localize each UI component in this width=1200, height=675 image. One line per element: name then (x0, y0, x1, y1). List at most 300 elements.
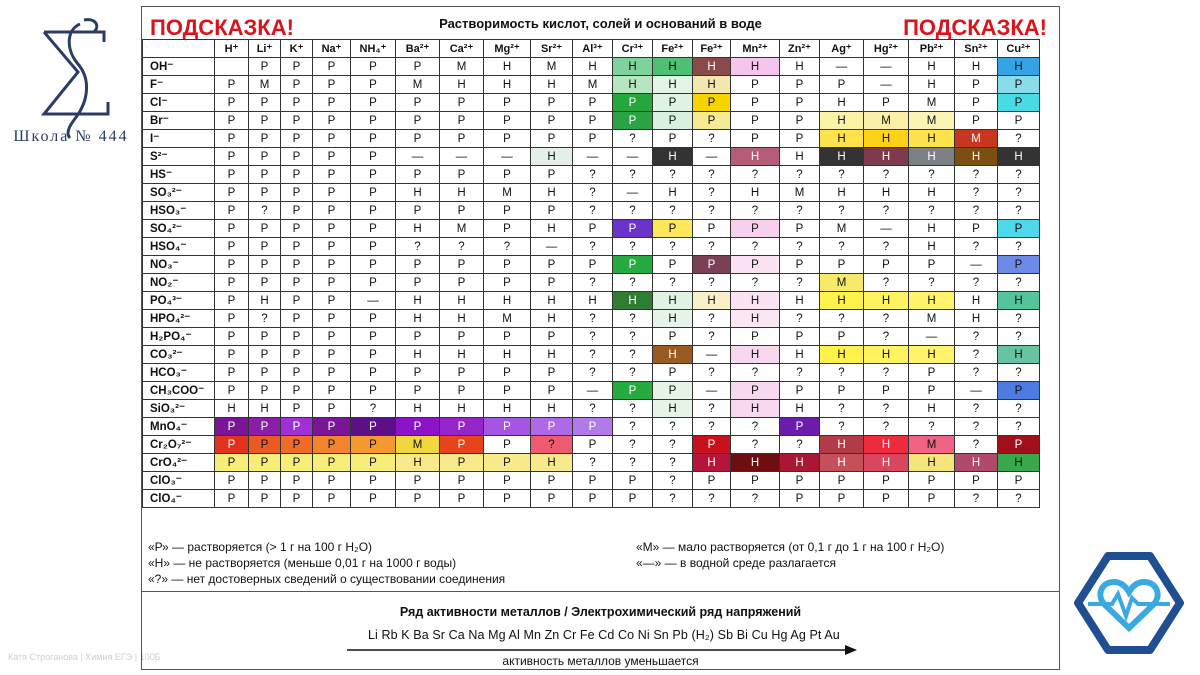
solubility-cell: Р (313, 202, 351, 220)
solubility-cell: ? (955, 490, 998, 508)
solubility-cell: Р (573, 94, 613, 112)
solubility-cell: Н (653, 400, 693, 418)
solubility-cell: Н (693, 292, 731, 310)
solubility-cell: Н (693, 76, 731, 94)
solubility-cell: Р (998, 220, 1040, 238)
solubility-cell: Р (396, 166, 440, 184)
solubility-cell: Р (531, 202, 573, 220)
solubility-cell: М (396, 76, 440, 94)
solubility-cell: Р (215, 292, 249, 310)
activity-series-title: Ряд активности металлов / Электрохимический ряд напряжений (399, 605, 802, 619)
activity-series-caption: активность металлов уменьшается (502, 654, 699, 668)
solubility-cell: ? (864, 238, 909, 256)
solubility-cell: Н (653, 148, 693, 166)
solubility-cell: Н (780, 292, 820, 310)
solubility-cell: М (820, 220, 864, 238)
solubility-cell: ? (531, 436, 573, 454)
solubility-cell: ? (864, 364, 909, 382)
solubility-cell: Р (573, 490, 613, 508)
solubility-cell: Н (909, 148, 955, 166)
solubility-cell: Н (440, 184, 484, 202)
solubility-cell: Р (573, 472, 613, 490)
solubility-cell: Р (249, 58, 281, 76)
solubility-cell: Н (693, 58, 731, 76)
solubility-cell: Р (313, 238, 351, 256)
solubility-cell: ? (731, 418, 780, 436)
solubility-cell: Р (484, 328, 531, 346)
solubility-cell: — (351, 292, 396, 310)
solubility-cell: Р (396, 130, 440, 148)
solubility-cell: ? (653, 274, 693, 292)
solubility-cell: Р (484, 382, 531, 400)
solubility-cell: Р (351, 76, 396, 94)
solubility-cell: ? (955, 166, 998, 184)
solubility-cell: ? (731, 364, 780, 382)
solubility-cell: Р (484, 256, 531, 274)
solubility-cell: Р (909, 490, 955, 508)
solubility-cell: Р (864, 94, 909, 112)
solubility-cell: Р (313, 220, 351, 238)
solubility-cell: Н (820, 148, 864, 166)
solubility-cell: Р (573, 130, 613, 148)
solubility-cell: ? (864, 166, 909, 184)
solubility-cell: ? (613, 166, 653, 184)
solubility-cell: Р (215, 454, 249, 472)
solubility-cell: — (693, 382, 731, 400)
solubility-cell: Р (313, 472, 351, 490)
solubility-cell: М (780, 184, 820, 202)
solubility-cell: Р (281, 76, 313, 94)
solubility-cell: Р (531, 418, 573, 436)
solubility-cell: ? (820, 364, 864, 382)
solubility-cell: Н (909, 58, 955, 76)
solubility-cell: ? (820, 400, 864, 418)
anion-label: I⁻ (143, 130, 215, 148)
solubility-cell: Н (998, 58, 1040, 76)
solubility-cell: — (440, 148, 484, 166)
solubility-cell: Н (653, 184, 693, 202)
solubility-cell: ? (613, 454, 653, 472)
solubility-cell: Н (396, 346, 440, 364)
solubility-cell: Р (249, 184, 281, 202)
solubility-cell: Н (820, 292, 864, 310)
solubility-cell: Н (531, 346, 573, 364)
table-row (143, 490, 1040, 508)
solubility-cell: Н (484, 76, 531, 94)
solubility-cell: ? (731, 274, 780, 292)
solubility-cell: Р (440, 202, 484, 220)
solubility-cell: Н (780, 58, 820, 76)
table-row (143, 166, 1040, 184)
solubility-cell: Р (484, 490, 531, 508)
solubility-cell: Р (351, 418, 396, 436)
solubility-cell: Р (484, 220, 531, 238)
solubility-cell: Р (693, 436, 731, 454)
solubility-cell: Р (313, 166, 351, 184)
cation-header: Sr²⁺ (531, 40, 573, 58)
solubility-cell: ? (693, 490, 731, 508)
solubility-cell: Р (731, 220, 780, 238)
table-row (143, 184, 1040, 202)
solubility-cell: Н (531, 76, 573, 94)
solubility-cell: — (396, 148, 440, 166)
solubility-cell: Р (249, 436, 281, 454)
solubility-cell: Р (909, 364, 955, 382)
cation-header: Fe²⁺ (653, 40, 693, 58)
solubility-cell: Р (281, 94, 313, 112)
solubility-cell: — (693, 148, 731, 166)
solubility-cell: Н (215, 400, 249, 418)
solubility-cell: Р (396, 382, 440, 400)
solubility-cell: ? (955, 364, 998, 382)
solubility-cell: Н (864, 184, 909, 202)
cation-header: Hg²⁺ (864, 40, 909, 58)
solubility-cell: Р (573, 436, 613, 454)
solubility-cell: Р (440, 490, 484, 508)
solubility-cell: Н (909, 454, 955, 472)
solubility-cell: ? (693, 166, 731, 184)
solubility-cell: Р (351, 58, 396, 76)
cation-header: K⁺ (281, 40, 313, 58)
solubility-cell: ? (613, 274, 653, 292)
solubility-cell: ? (731, 202, 780, 220)
cation-header: Ag⁺ (820, 40, 864, 58)
solubility-cell: Р (909, 382, 955, 400)
solubility-cell: Н (955, 148, 998, 166)
solubility-cell: Р (653, 256, 693, 274)
solubility-cell: Н (864, 130, 909, 148)
table-row (143, 418, 1040, 436)
solubility-cell: Р (440, 166, 484, 184)
solubility-cell: Н (864, 148, 909, 166)
solubility-cell: ? (613, 238, 653, 256)
solubility-cell: Р (249, 112, 281, 130)
solubility-cell: Р (313, 94, 351, 112)
solubility-cell: Р (531, 490, 573, 508)
solubility-cell: Р (351, 94, 396, 112)
solubility-cell: Р (613, 94, 653, 112)
solubility-cell: Р (351, 328, 396, 346)
solubility-cell: ? (864, 418, 909, 436)
solubility-cell: М (864, 112, 909, 130)
solubility-cell: Р (281, 220, 313, 238)
solubility-cell: ? (780, 364, 820, 382)
anion-label: CrO₄²⁻ (143, 454, 215, 472)
solubility-cell (215, 58, 249, 76)
solubility-cell: Н (484, 58, 531, 76)
solubility-cell: Н (440, 76, 484, 94)
solubility-cell: Р (998, 94, 1040, 112)
solubility-cell: Р (693, 256, 731, 274)
solubility-cell: Н (440, 310, 484, 328)
solubility-cell: Н (780, 148, 820, 166)
solubility-cell: Р (281, 310, 313, 328)
solubility-cell: Р (780, 112, 820, 130)
anion-label: MnO₄⁻ (143, 418, 215, 436)
solubility-cell: ? (693, 184, 731, 202)
solubility-cell: Р (998, 436, 1040, 454)
solubility-cell: Р (313, 400, 351, 418)
solubility-cell: Р (820, 472, 864, 490)
solubility-cell: Н (780, 400, 820, 418)
solubility-cell: ? (440, 238, 484, 256)
school-name: Школа № 444 (13, 128, 129, 145)
anion-label: HSO₄⁻ (143, 238, 215, 256)
solubility-cell: Р (215, 184, 249, 202)
solubility-cell: Р (313, 454, 351, 472)
solubility-cell: Р (780, 472, 820, 490)
anion-label: Cl⁻ (143, 94, 215, 112)
table-title: Растворимость кислот, солей и оснований в воде (439, 16, 762, 31)
solubility-cell: Р (955, 94, 998, 112)
table-row (143, 220, 1040, 238)
solubility-cell: Р (396, 490, 440, 508)
solubility-cell: Р (215, 256, 249, 274)
solubility-cell: Р (215, 76, 249, 94)
solubility-cell: Р (249, 490, 281, 508)
solubility-cell: Н (396, 292, 440, 310)
solubility-cell: ? (653, 472, 693, 490)
anion-label: F⁻ (143, 76, 215, 94)
solubility-cell: Р (531, 94, 573, 112)
solubility-cell: Р (573, 256, 613, 274)
solubility-cell: Р (780, 256, 820, 274)
solubility-cell: ? (613, 328, 653, 346)
anion-label: CO₃²⁻ (143, 346, 215, 364)
solubility-cell: Р (484, 436, 531, 454)
sigma-s-icon (44, 20, 108, 138)
solubility-cell: ? (998, 274, 1040, 292)
solubility-cell: Н (955, 310, 998, 328)
solubility-cell: Р (396, 274, 440, 292)
solubility-cell: Р (281, 382, 313, 400)
solubility-cell: ? (955, 436, 998, 454)
table-row (143, 58, 1040, 76)
solubility-cell: Н (731, 292, 780, 310)
solubility-cell: Р (531, 328, 573, 346)
solubility-cell: Р (396, 94, 440, 112)
solubility-cell: Р (396, 364, 440, 382)
anion-label: SO₄²⁻ (143, 220, 215, 238)
solubility-cell: Р (531, 130, 573, 148)
solubility-cell: Р (249, 256, 281, 274)
solubility-cell: Р (313, 490, 351, 508)
solubility-cell: Р (215, 418, 249, 436)
solubility-cell: ? (613, 436, 653, 454)
solubility-cell: ? (955, 328, 998, 346)
solubility-cell: ? (998, 364, 1040, 382)
solubility-cell: Р (281, 436, 313, 454)
solubility-cell: Н (396, 454, 440, 472)
solubility-cell: Р (281, 112, 313, 130)
solubility-cell: Р (215, 346, 249, 364)
solubility-cell: Р (820, 328, 864, 346)
anion-label: PO₄³⁻ (143, 292, 215, 310)
table-row (143, 382, 1040, 400)
solubility-cell: Р (351, 256, 396, 274)
anion-label: NO₃⁻ (143, 256, 215, 274)
solubility-cell: Р (531, 472, 573, 490)
solubility-cell: Р (313, 184, 351, 202)
solubility-cell: ? (693, 274, 731, 292)
solubility-cell: Р (484, 112, 531, 130)
solubility-cell: Р (531, 166, 573, 184)
solubility-cell: — (955, 256, 998, 274)
solubility-cell: Р (780, 490, 820, 508)
solubility-cell: Р (351, 274, 396, 292)
anion-label: ClO₃⁻ (143, 472, 215, 490)
solubility-cell: Р (249, 472, 281, 490)
solubility-cell: Р (249, 364, 281, 382)
solubility-cell: Р (249, 148, 281, 166)
solubility-cell: Р (440, 472, 484, 490)
solubility-cell: Р (215, 490, 249, 508)
solubility-cell: Р (313, 310, 351, 328)
solubility-cell: Н (484, 346, 531, 364)
solubility-cell: ? (693, 130, 731, 148)
cation-header: Zn²⁺ (780, 40, 820, 58)
solubility-cell: ? (864, 202, 909, 220)
solubility-cell: Р (484, 166, 531, 184)
cation-header: Cr³⁺ (613, 40, 653, 58)
solubility-cell: Р (653, 220, 693, 238)
solubility-cell: Р (351, 112, 396, 130)
solubility-cell: Р (440, 436, 484, 454)
solubility-cell: Р (998, 382, 1040, 400)
solubility-cell: Р (440, 130, 484, 148)
solubility-cell: Н (484, 292, 531, 310)
solubility-cell: ? (693, 238, 731, 256)
solubility-cell: Р (249, 166, 281, 184)
solubility-cell: Н (573, 58, 613, 76)
solubility-cell: Р (820, 490, 864, 508)
solubility-cell: Р (484, 202, 531, 220)
solubility-cell: Р (653, 112, 693, 130)
solubility-cell: М (909, 112, 955, 130)
solubility-cell: — (613, 184, 653, 202)
solubility-sheet (141, 6, 1060, 670)
solubility-cell: ? (955, 238, 998, 256)
solubility-cell: ? (249, 202, 281, 220)
solubility-cell: — (531, 238, 573, 256)
solubility-cell: Н (780, 346, 820, 364)
solubility-cell: Р (281, 202, 313, 220)
solubility-cell: Р (998, 76, 1040, 94)
table-row (143, 148, 1040, 166)
anion-label: NO₂⁻ (143, 274, 215, 292)
solubility-cell: — (864, 76, 909, 94)
solubility-cell: ? (731, 238, 780, 256)
solubility-cell: Р (484, 94, 531, 112)
solubility-cell: Р (573, 220, 613, 238)
solubility-cell: Р (249, 220, 281, 238)
solubility-cell: ? (573, 328, 613, 346)
legend-unknown: «?» — нет достоверных сведений о существовании соединения (148, 572, 506, 586)
solubility-cell: Р (440, 94, 484, 112)
solubility-cell: Р (820, 256, 864, 274)
solubility-cell: Р (313, 418, 351, 436)
solubility-cell: Р (484, 472, 531, 490)
solubility-cell: Н (909, 400, 955, 418)
solubility-cell: ? (909, 166, 955, 184)
solubility-cell: Р (215, 130, 249, 148)
solubility-cell: Р (484, 130, 531, 148)
solubility-cell: Р (780, 418, 820, 436)
solubility-cell: Р (249, 454, 281, 472)
solubility-cell: М (249, 76, 281, 94)
solubility-cell: Р (215, 202, 249, 220)
solubility-cell: Н (396, 400, 440, 418)
solubility-cell: ? (731, 436, 780, 454)
solubility-cell: Р (780, 76, 820, 94)
hint-heading-left: ПОДСКАЗКА! (150, 15, 294, 40)
solubility-cell: — (613, 148, 653, 166)
solubility-cell: Р (313, 76, 351, 94)
solubility-cell: Н (731, 346, 780, 364)
solubility-cell: Р (215, 436, 249, 454)
solubility-cell: ? (613, 310, 653, 328)
solubility-cell: Р (249, 274, 281, 292)
solubility-cell: М (909, 94, 955, 112)
solubility-cell: ? (998, 418, 1040, 436)
solubility-cell: Р (440, 256, 484, 274)
activity-series-metals: Li Rb K Ba Sr Ca Na Mg Al Mn Zn Cr Fe Cd Co Ni Sn Pb (H₂) Sb Bi Cu Hg Ag Pt Au (368, 628, 840, 642)
solubility-cell: Р (780, 220, 820, 238)
solubility-cell: Н (531, 292, 573, 310)
solubility-cell: ? (955, 400, 998, 418)
solubility-cell: Р (313, 58, 351, 76)
solubility-cell: — (484, 148, 531, 166)
cation-header: Mn²⁺ (731, 40, 780, 58)
solubility-cell: ? (998, 490, 1040, 508)
solubility-cell: М (955, 130, 998, 148)
solubility-cell: Н (820, 112, 864, 130)
solubility-cell: Р (396, 256, 440, 274)
solubility-cell: Н (998, 292, 1040, 310)
solubility-cell: Р (281, 184, 313, 202)
solubility-cell: Р (281, 490, 313, 508)
solubility-cell: ? (955, 202, 998, 220)
solubility-cell: Р (351, 436, 396, 454)
solubility-cell: Р (249, 328, 281, 346)
solubility-cell: ? (653, 436, 693, 454)
cation-header: H⁺ (215, 40, 249, 58)
solubility-cell: Н (820, 94, 864, 112)
anion-label: HSO₃⁻ (143, 202, 215, 220)
solubility-cell: ? (820, 202, 864, 220)
solubility-cell: Р (864, 472, 909, 490)
solubility-cell: Р (909, 256, 955, 274)
solubility-cell: М (909, 436, 955, 454)
solubility-cell: Р (313, 436, 351, 454)
solubility-cell: Р (351, 472, 396, 490)
solubility-cell: ? (731, 490, 780, 508)
solubility-cell: — (573, 382, 613, 400)
solubility-cell: Н (909, 184, 955, 202)
solubility-cell: Р (281, 130, 313, 148)
solubility-cell: Р (396, 472, 440, 490)
solubility-cell: ? (998, 130, 1040, 148)
solubility-cell: Р (281, 166, 313, 184)
solubility-cell: Н (396, 184, 440, 202)
solubility-cell: ? (955, 418, 998, 436)
solubility-cell: ? (780, 166, 820, 184)
solubility-cell: ? (864, 310, 909, 328)
solubility-cell: ? (351, 400, 396, 418)
solubility-cell: Р (955, 76, 998, 94)
solubility-cell: ? (693, 310, 731, 328)
solubility-cell: Н (955, 454, 998, 472)
